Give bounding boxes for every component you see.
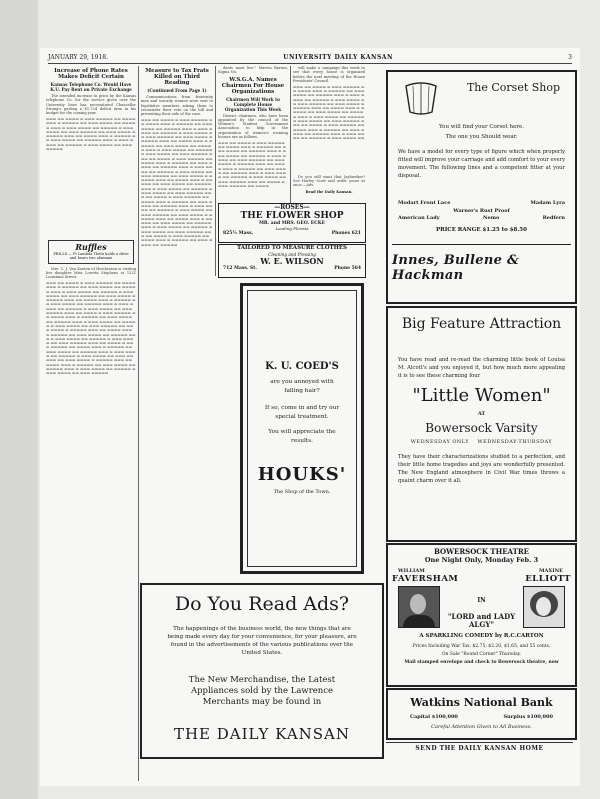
houks-line-3: You will appreciate the results. [268,429,336,444]
roses-title: —ROSES— [274,204,310,211]
tailor-name: W. E. WILSON [260,256,324,266]
play-sale: On Sale "Round Corner" Thursday. [441,652,522,657]
bank-tagline: Careful Attention Given to All Business. [431,724,532,730]
daily-kansan-ad [140,583,384,759]
bank-name: Watkins National Bank [410,696,553,709]
column-rule [290,66,291,216]
corset-shop-ad [386,70,577,304]
column-text-filler: ▬▬▬ ▬▬ ▬▬▬▬ ▬ ▬▬▬ ▬▬▬▬▬ ▬▬ ▬▬▬▬ ▬▬▬ ▬ ▬▬▬▬▬ ▬▬ ▬▬▬ ▬▬▬▬ ▬▬ ▬▬▬▬▬ ▬▬▬ ▬ ▬▬▬ ▬▬▬▬ ▬▬ ▬▬▬▬▬ ▬ ▬▬▬ ▬▬▬▬ ▬▬ ▬▬▬ ▬▬▬▬▬ ▬▬ ▬▬▬ ▬▬▬▬ ▬ ▬▬▬▬▬ ▬▬▬ ▬▬ ▬▬▬▬ ▬▬▬ ▬ ▬▬▬▬▬ ▬▬ ▬▬▬ ▬▬▬▬ ▬▬ ▬▬▬▬▬ ▬▬▬ ▬ ▬▬▬ ▬▬▬▬ ▬▬ ▬▬▬▬▬ ▬ ▬▬▬ ▬▬▬▬ ▬▬ ▬▬▬ ▬▬▬▬▬ ▬▬▬ ▬▬ ▬▬▬▬ ▬ ▬▬▬ ▬▬▬▬▬ ▬▬ ▬▬▬▬ ▬▬▬ ▬ ▬▬▬▬▬ ▬▬ ▬▬▬ ▬▬▬▬ ▬▬ ▬▬▬▬▬ ▬▬▬ ▬ ▬▬▬ ▬▬▬▬ ▬▬ ▬▬▬▬▬ ▬ ▬▬▬ ▬▬▬▬ ▬▬ ▬▬▬ ▬▬▬▬▬ ▬▬ ▬▬▬ ▬▬▬▬ ▬ ▬▬▬▬▬ ▬▬▬ ▬▬ ▬▬▬▬ ▬▬▬ ▬ ▬▬▬▬▬ ▬▬ ▬▬▬ ▬▬▬▬ ▬▬ ▬▬▬▬▬ ▬▬▬ ▬ ▬▬▬ ▬▬▬▬ ▬▬ ▬▬▬▬▬ ▬ ▬▬▬ ▬▬▬▬ ▬▬ ▬▬▬ ▬▬▬▬▬ ▬▬▬ ▬▬ ▬▬▬▬ ▬ ▬▬▬ ▬▬▬▬▬ ▬▬ ▬▬▬▬ ▬▬▬ ▬ ▬▬▬▬▬ ▬▬ ▬▬▬ ▬▬▬▬ ▬▬ ▬▬▬▬▬ ▬▬▬ ▬ ▬▬▬ ▬▬▬▬ ▬▬ ▬▬▬▬▬ ▬ ▬▬▬ ▬▬▬▬ ▬▬ ▬▬▬ ▬▬▬▬▬ ▬▬ ▬▬▬ ▬▬▬▬ ▬ ▬▬▬▬▬ ▬▬▬ ▬▬ ▬▬▬▬ ▬▬▬ ▬ ▬▬▬▬▬ ▬▬ ▬▬▬ ▬▬▬▬ ▬▬ ▬▬▬▬▬ ▬▬▬ ▬ ▬▬▬ ▬▬▬▬ ▬▬ ▬▬▬▬▬ ▬ ▬▬▬ ▬▬▬▬ ▬▬ ▬▬▬ ▬▬▬▬▬ [46,280,136,376]
feature-theater: Bowersock Varsity [425,421,538,435]
houks-headline: K. U. COED'S [265,361,339,372]
star-2-first: MAXINE [538,568,563,574]
column-4-continued: will make a campaign this week to see that every house is organized before the next meeting of the House Presidents' Council. [293,66,365,83]
brand-item: Warner's Rust Proof [453,208,510,214]
article-phone-rates: The intended increase in price by the Kansas telephone Co. for the service given over the University lines has necessitated Chancellor Strong's putting a $1,724 deficit item in his budget for the coming year. [46,94,136,116]
column-2 [141,66,213,596]
houks-tagline: The Shop of the Town. [273,489,331,495]
feature-intro: You have read and re-read the charming little book of Louisa M. Alcott's and you enjoyed it, but how much more appealing it is to see these charming four [398,357,565,379]
theatre-name: BOWERSOCK THEATRE [434,547,529,556]
ads-mid: The New Merchandise, the Latest Appliances sold by the Lawrence Merchants may be found in [188,675,336,707]
column-text-filler: ▬▬▬ ▬▬ ▬▬▬▬ ▬ ▬▬▬ ▬▬▬▬▬ ▬▬ ▬▬▬▬ ▬▬▬ ▬ ▬▬▬▬▬ ▬▬ ▬▬▬ ▬▬▬▬ ▬▬ ▬▬▬▬▬ ▬▬▬ ▬ ▬▬▬ ▬▬▬▬ ▬▬ ▬▬▬▬▬ ▬ ▬▬▬ ▬▬▬▬ ▬▬ ▬▬▬ ▬▬▬▬▬ ▬▬ ▬▬▬ ▬▬▬▬ ▬ ▬▬▬▬▬ ▬▬▬ ▬▬ ▬▬▬▬ ▬▬▬ ▬ ▬▬▬▬▬ ▬▬ ▬▬▬ ▬▬▬▬ ▬▬ ▬▬▬▬▬ ▬▬▬ ▬ ▬▬▬ ▬▬▬▬ ▬▬ ▬▬▬▬▬ ▬ ▬▬▬ ▬▬▬▬ ▬▬ ▬▬▬ ▬▬▬▬▬ ▬▬▬ ▬▬ ▬▬▬▬ ▬ ▬▬▬ ▬▬▬▬▬ ▬▬ ▬▬▬▬ [218,140,286,188]
flower-shop-phone: Phones 621 [331,231,361,236]
star-2-last: ELLIOTT [525,574,571,584]
tailor-phone: Phone 564 [334,266,361,271]
play-prices: Prices Including War Tax, $2.75, $2.20, $1.65, and 55 cents. [412,644,551,649]
corset-price-range: PRICE RANGE $1.25 to $8.50 [436,227,527,233]
innes-banner [392,244,571,291]
corset-body: We have a model for every type of figure which when properly fitted will improve your carriage and add comfort to your every movement. The following lines and a competent fitter at your disposal. [398,149,566,179]
portrait-elliott [523,586,565,628]
corset-illustration [400,80,442,118]
flower-shop-contact [219,231,365,236]
tailor-contact [219,266,365,271]
header-page-number: 3 [568,54,572,61]
subhead-phone-rates: Kansas Telephone Co. Would Have K.U. Pay Rent on Private Exchange [50,82,132,92]
play-title: "LORD and LADY ALGY" [447,612,516,629]
ruffles-box [48,240,134,264]
flower-shop-owners: MR. and MRS. GEO. ECKE [258,221,326,226]
column-rule [215,66,216,276]
flower-shop-address: 825½ Mass. [223,231,254,236]
column-text-filler: ▬▬▬ ▬▬ ▬▬▬▬ ▬ ▬▬▬ ▬▬▬▬▬ ▬▬ ▬▬▬▬ ▬▬▬ ▬ ▬▬▬▬▬ ▬▬ ▬▬▬ ▬▬▬▬ ▬▬ ▬▬▬▬▬ ▬▬▬ ▬ ▬▬▬ ▬▬▬▬ ▬▬ ▬▬▬▬▬ ▬ ▬▬▬ ▬▬▬▬ ▬▬ ▬▬▬ ▬▬▬▬▬ ▬▬ ▬▬▬ ▬▬▬▬ ▬ ▬▬▬▬▬ ▬▬▬ ▬▬ ▬▬▬▬ ▬▬▬ ▬ ▬▬▬▬▬ ▬▬ ▬▬▬ ▬▬▬▬ ▬▬ ▬▬▬▬▬ ▬▬▬ ▬ ▬▬▬ ▬▬▬▬ ▬▬ ▬▬▬▬▬ ▬ ▬▬▬ ▬▬▬▬ ▬▬ ▬▬▬ ▬▬▬▬▬ ▬▬▬ ▬▬ ▬▬▬▬ ▬ ▬▬▬ ▬▬▬▬▬ ▬▬ ▬▬▬▬ ▬▬▬ ▬ ▬▬▬▬▬ ▬▬ ▬▬▬ ▬▬▬▬ ▬▬ ▬▬▬▬▬ ▬▬▬ ▬ ▬▬▬ ▬▬▬▬ ▬▬ ▬▬▬▬▬ ▬ ▬▬▬ ▬▬▬▬ ▬▬ ▬▬▬ ▬▬▬▬▬ ▬▬ ▬▬▬ ▬▬▬▬ ▬ ▬▬▬▬▬ ▬▬▬ ▬▬ ▬▬▬▬ ▬▬▬ ▬ ▬▬▬▬▬ ▬▬ ▬▬▬ ▬▬▬▬ ▬▬ ▬▬▬▬▬ ▬▬▬ ▬ ▬▬▬ ▬▬▬▬ ▬▬ ▬▬▬▬▬ ▬ ▬▬▬ ▬▬▬▬ ▬▬ ▬▬▬ ▬▬▬▬▬ ▬▬▬ ▬▬ ▬▬▬▬ ▬ ▬▬▬ ▬▬▬▬▬ ▬▬ ▬▬▬▬ ▬▬▬ ▬ ▬▬▬▬▬ ▬▬ ▬▬▬ ▬▬▬▬ ▬▬ ▬▬▬▬▬ ▬▬▬ ▬ ▬▬▬ ▬▬▬▬ ▬▬ ▬▬▬▬▬ ▬ ▬▬▬ ▬▬▬▬ ▬▬ ▬▬▬ ▬▬▬▬▬ ▬▬ ▬▬▬ ▬▬▬▬ ▬ ▬▬▬▬▬ ▬▬▬ ▬▬ ▬▬▬▬ ▬▬▬ ▬ ▬▬▬▬▬ ▬▬ ▬▬▬ ▬▬▬▬ ▬▬ ▬▬▬▬▬ ▬▬▬ ▬ ▬▬▬ ▬▬▬▬ ▬▬ ▬▬▬▬▬ ▬ ▬▬▬ ▬▬▬▬ ▬▬ ▬▬▬ ▬▬▬▬▬ ▬▬▬ ▬▬ ▬▬▬▬ ▬ ▬▬▬ ▬▬▬▬▬ ▬▬ ▬▬▬▬ ▬▬▬ ▬ ▬▬▬▬▬ ▬▬ ▬▬▬ ▬▬▬▬ ▬▬ ▬▬▬▬▬ [141,117,213,247]
headline-phone-rates: Increase of Phone Rates Makes Deficit Certain [54,68,128,80]
subhead-frats-tax: (Continued From Page 1) [147,88,207,93]
headline-wsga: W.S.G.A. Names Chairmen For House Organizations [221,76,285,95]
scan-left-margin [0,0,38,799]
star-1-first: WILLIAM [398,568,425,574]
society-notes: Mrs. C. J. Van Koeten of Hutchinson is visiting her daughter Miss Loretta Stephens at 1221 Louisiana Street. [46,266,136,280]
flower-shop-name: THE FLOWER SHOP [240,211,344,221]
corset-line-2: The one you Should wear. [445,134,518,140]
innes-logotype: Innes, Bullene & Hackman [392,253,519,283]
feature-at: AT [477,411,486,417]
portrait-faversham [398,586,440,628]
subhead-wsga: Chairmen Will Work to Complete House Organization This Week [224,96,282,112]
play-comedy: A SPARKLING COMEDY by R.C.CARTON [419,633,544,639]
houks-line-1: are you annoyed with falling hair? [270,379,334,394]
article-frats-tax: Communications from fraternity men and sorority women were sent to legislative members asking them to reconsider their vote on the bill and presenting their side of the case. [141,95,213,117]
brand-item: American Lady [398,215,440,221]
tailor-address: 712 Mass. St. [223,266,257,271]
column-1 [46,66,136,781]
feature-title: "Little Women" [412,385,551,406]
ads-body: The happenings of the business world, the new things that are being made every day for your convenience, for your pleasure, are found in the advertisements of the various publications over the United States. [167,626,357,656]
feature-days: WEDNESDAY ONLY WEDNESDAY-THURSDAY [410,439,553,445]
flower-shop-ad [218,203,366,243]
header-masthead: UNIVERSITY DAILY KANSAN [283,54,393,61]
header-date: JANUARY 29, 1918. [48,54,109,61]
tailor-title: TAILORED TO MEASURE CLOTHES [236,245,348,251]
corset-brands-row-2 [398,215,565,221]
bank-capital: Capital $100,000 [410,714,458,720]
houks-ad [240,283,364,574]
houks-name: HOUKS' [257,464,347,485]
theatre-date: One Night Only, Monday Feb. 3 [424,556,539,564]
watkins-bank-ad [386,688,577,740]
ads-headline: Do You Read Ads? [174,593,350,615]
little-women-ad [386,306,577,542]
ruffles-title: Ruffles [75,241,107,252]
brand-item: Redfern [542,215,565,221]
corset-line-1: You will find your Corset here. [439,124,524,130]
ruffles-note: FRILLS — Pi Lambda Theta holds a drive and hears two alumnae [53,251,129,261]
page-header [48,54,572,64]
star-1-last: FAVERSHAM [392,574,459,584]
brand-item: Nemo [482,215,500,221]
headline-frats-tax: Measure to Tax Frats Killed on Third Reading [145,68,209,86]
tailor-sub: Cleaning and Pressing [268,252,316,257]
brand-item: Madam Lyra [530,200,565,206]
corset-brands [398,199,565,215]
corset-shop-title: The Corset Shop [466,81,561,94]
ads-paper-name: THE DAILY KANSAN [173,725,351,743]
article-wsga: District chairmen, who have been appointed by the council of the Women's Student Government Association to help in the organization of women's rooming houses are as follows. [218,113,288,140]
jayhawker-note: Do you still want that Jayhawker? See Harley Scott and order yours at once.—Adv. [293,174,365,188]
feature-headline: Big Feature Attraction [401,316,562,332]
flower-shop-tagline: Leading Florists [275,226,309,231]
tailor-ad [218,244,366,278]
read-kansan-note: Read the Daily Kansan. [305,189,353,194]
column-text-filler: ▬▬▬ ▬▬ ▬▬▬▬ ▬ ▬▬▬ ▬▬▬▬▬ ▬▬ ▬▬▬▬ ▬▬▬ ▬ ▬▬▬▬▬ ▬▬ ▬▬▬ ▬▬▬▬ ▬▬ ▬▬▬▬▬ ▬▬▬ ▬ ▬▬▬ ▬▬▬▬ ▬▬ ▬▬▬▬▬ ▬ ▬▬▬ ▬▬▬▬ ▬▬ ▬▬▬ ▬▬▬▬▬ ▬▬ ▬▬▬ ▬▬▬▬ ▬ ▬▬▬▬▬ ▬▬▬ ▬▬ ▬▬▬▬ ▬▬▬ ▬ ▬▬▬▬▬ ▬▬ ▬▬▬ ▬▬▬▬ ▬▬ ▬▬▬▬▬ ▬▬▬ ▬ ▬▬▬ ▬▬▬▬ ▬▬ ▬▬▬▬▬ ▬ ▬▬▬ ▬▬▬▬ ▬▬ ▬▬▬ ▬▬▬▬▬ ▬▬▬ ▬▬ ▬▬▬▬ ▬ ▬▬▬ ▬▬▬▬▬ ▬▬ ▬▬▬▬ ▬▬▬ ▬ ▬▬▬▬▬ ▬▬ ▬▬▬ ▬▬▬▬ ▬▬ ▬▬▬▬▬ ▬▬▬ ▬ ▬▬▬ ▬▬▬▬ ▬▬ ▬▬▬▬▬ ▬ ▬▬▬ ▬▬▬▬ ▬▬ [293,84,365,141]
bowersock-theatre-ad [386,543,577,687]
houks-line-2: If so, come in and try our special treatment. [264,405,340,420]
brand-item: Modart Front Lace [398,200,451,206]
bank-surplus: Surplus $100,000 [503,714,553,720]
column-4 [293,66,365,216]
play-mail: Mail stamped envelope and check to Bowersock theatre, now [404,660,559,665]
play-in: IN [477,597,486,604]
newspaper-page [40,48,580,786]
portrait-shoulders [403,615,435,628]
feature-body: They have their characterizations studied to a perfection, and their little home tragedies and joys are wonderfully presented. The New England atmosphere in Civil War times throws a quaint charm over it all. [398,454,565,484]
column-text-filler: ▬▬▬ ▬▬ ▬▬▬▬ ▬ ▬▬▬ ▬▬▬▬▬ ▬▬ ▬▬▬▬ ▬▬▬ ▬ ▬▬▬▬▬ ▬▬ ▬▬▬ ▬▬▬▬ ▬▬ ▬▬▬▬▬ ▬▬▬ ▬ ▬▬▬ ▬▬▬▬ ▬▬ ▬▬▬▬▬ ▬ ▬▬▬ ▬▬▬▬ ▬▬ ▬▬▬ ▬▬▬▬▬ ▬▬ ▬▬▬ ▬▬▬▬ ▬ ▬▬▬▬▬ ▬▬▬ ▬▬ ▬▬▬▬ ▬▬▬ ▬ ▬▬▬▬▬ ▬▬ ▬▬▬ ▬▬▬▬ ▬▬ ▬▬▬▬▬ ▬▬▬ ▬ ▬▬▬ ▬▬▬▬ ▬▬ ▬▬▬▬▬ ▬ ▬▬▬ ▬▬▬▬ ▬▬ ▬▬▬ ▬▬▬▬▬ [46,116,136,152]
column-3-continued: dents must live." Marvin Barnes, Sigma Nu. [218,66,288,75]
column-rule [138,66,139,781]
page-footer: SEND THE DAILY KANSAN HOME [386,742,573,752]
